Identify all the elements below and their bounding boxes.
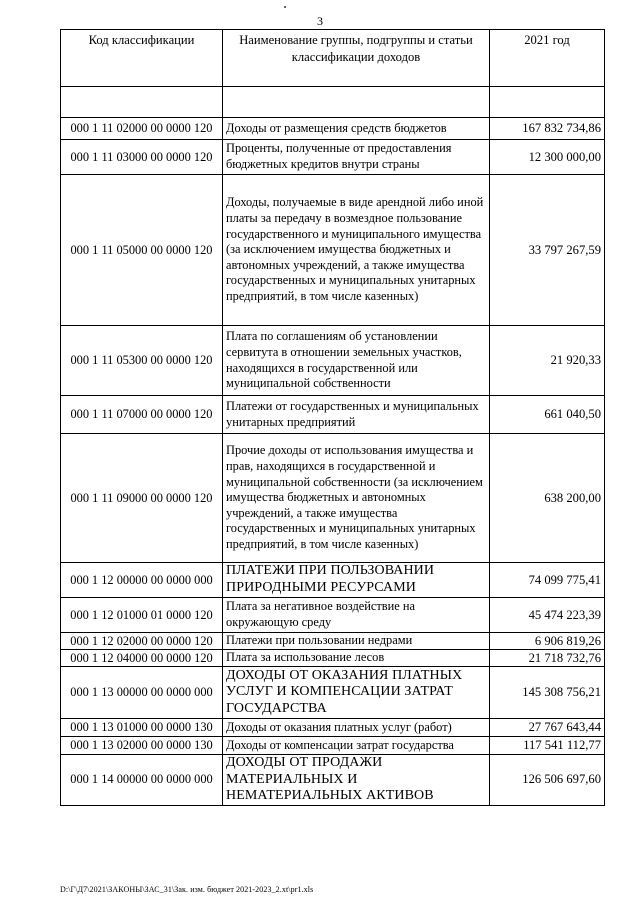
row-amount: 21 920,33 bbox=[490, 326, 605, 396]
table-row bbox=[61, 598, 605, 633]
table-row bbox=[61, 396, 605, 434]
row-amount: 167 832 734,86 bbox=[490, 118, 605, 140]
row-name: Проценты, полученные от предоставления бюджетных кредитов внутри страны bbox=[223, 140, 490, 175]
header-year: 2021 год bbox=[490, 30, 605, 87]
table-row bbox=[61, 326, 605, 396]
table-row-section bbox=[61, 667, 605, 719]
table-row bbox=[61, 140, 605, 175]
table-row-section bbox=[61, 755, 605, 806]
row-name: ДОХОДЫ ОТ ОКАЗАНИЯ ПЛАТНЫХ УСЛУГ И КОМПЕНСАЦИИ ЗАТРАТ ГОСУДАРСТВА bbox=[223, 667, 490, 719]
scan-speck bbox=[284, 6, 286, 8]
table-row bbox=[61, 434, 605, 563]
row-amount: 661 040,50 bbox=[490, 396, 605, 434]
row-code: 000 1 13 00000 00 0000 000 bbox=[61, 667, 223, 719]
row-amount: 6 906 819,26 bbox=[490, 633, 605, 650]
file-path-footer: D:\Г\Д7\2021\ЗАКОНЫ\ЗАС_31\Зак. изм. бюджет 2021-2023_2.xt\pr1.xls bbox=[60, 885, 314, 894]
row-code: 000 1 12 02000 00 0000 120 bbox=[61, 633, 223, 650]
spacer-cell bbox=[61, 87, 223, 118]
table-spacer-row bbox=[61, 87, 605, 118]
row-amount: 145 308 756,21 bbox=[490, 667, 605, 719]
header-name: Наименование группы, подгруппы и статьи классификации доходов bbox=[223, 30, 490, 87]
row-name: Платежи от государственных и муниципальных унитарных предприятий bbox=[223, 396, 490, 434]
row-code: 000 1 12 01000 01 0000 120 bbox=[61, 598, 223, 633]
row-amount: 45 474 223,39 bbox=[490, 598, 605, 633]
revenue-table bbox=[60, 29, 605, 806]
row-amount: 638 200,00 bbox=[490, 434, 605, 563]
spacer-cell bbox=[490, 87, 605, 118]
row-code: 000 1 14 00000 00 0000 000 bbox=[61, 755, 223, 806]
row-name: ДОХОДЫ ОТ ПРОДАЖИ МАТЕРИАЛЬНЫХ И НЕМАТЕРИАЛЬНЫХ АКТИВОВ bbox=[223, 755, 490, 806]
row-amount: 12 300 000,00 bbox=[490, 140, 605, 175]
row-code: 000 1 11 03000 00 0000 120 bbox=[61, 140, 223, 175]
row-code: 000 1 11 09000 00 0000 120 bbox=[61, 434, 223, 563]
header-code: Код классификации bbox=[61, 30, 223, 87]
table-row bbox=[61, 175, 605, 326]
table-row bbox=[61, 650, 605, 667]
row-name: Платежи при пользовании недрами bbox=[223, 633, 490, 650]
row-code: 000 1 11 07000 00 0000 120 bbox=[61, 396, 223, 434]
table-row-section bbox=[61, 563, 605, 598]
row-code: 000 1 11 05000 00 0000 120 bbox=[61, 175, 223, 326]
row-name: Плата за использование лесов bbox=[223, 650, 490, 667]
table-row bbox=[61, 737, 605, 755]
row-name: ПЛАТЕЖИ ПРИ ПОЛЬЗОВАНИИ ПРИРОДНЫМИ РЕСУРСАМИ bbox=[223, 563, 490, 598]
table-header-row bbox=[61, 30, 605, 87]
row-amount: 33 797 267,59 bbox=[490, 175, 605, 326]
row-code: 000 1 13 01000 00 0000 130 bbox=[61, 719, 223, 737]
row-code: 000 1 12 00000 00 0000 000 bbox=[61, 563, 223, 598]
row-name: Доходы от компенсации затрат государства bbox=[223, 737, 490, 755]
row-name: Плата за негативное воздействие на окружающую среду bbox=[223, 598, 490, 633]
page-number: 3 bbox=[317, 14, 323, 28]
row-name: Доходы от размещения средств бюджетов bbox=[223, 118, 490, 140]
row-code: 000 1 13 02000 00 0000 130 bbox=[61, 737, 223, 755]
row-code: 000 1 11 02000 00 0000 120 bbox=[61, 118, 223, 140]
table-row bbox=[61, 633, 605, 650]
spacer-cell bbox=[223, 87, 490, 118]
row-amount: 126 506 697,60 bbox=[490, 755, 605, 806]
row-name: Прочие доходы от использования имущества и прав, находящихся в государственной и муниципальной собственности (за исключением имущества бюджетных и автономных учреждений, а также имущества государственных и муниципальных унитарных предприятий, в том числе казенных) bbox=[223, 434, 490, 563]
row-name: Доходы от оказания платных услуг (работ) bbox=[223, 719, 490, 737]
row-code: 000 1 11 05300 00 0000 120 bbox=[61, 326, 223, 396]
row-amount: 74 099 775,41 bbox=[490, 563, 605, 598]
row-amount: 27 767 643,44 bbox=[490, 719, 605, 737]
row-code: 000 1 12 04000 00 0000 120 bbox=[61, 650, 223, 667]
table-row bbox=[61, 719, 605, 737]
row-name: Доходы, получаемые в виде арендной либо иной платы за передачу в возмездное пользование государственного и муниципального имущества (за исключением имущества бюджетных и автономных учреждений, а также имущества государственных и муниципальных унитарных предприятий, в том числе казенных) bbox=[223, 175, 490, 326]
row-amount: 117 541 112,77 bbox=[490, 737, 605, 755]
row-amount: 21 718 732,76 bbox=[490, 650, 605, 667]
table-row bbox=[61, 118, 605, 140]
row-name: Плата по соглашениям об установлении сервитута в отношении земельных участков, находящихся в государственной или муниципальной собственности bbox=[223, 326, 490, 396]
